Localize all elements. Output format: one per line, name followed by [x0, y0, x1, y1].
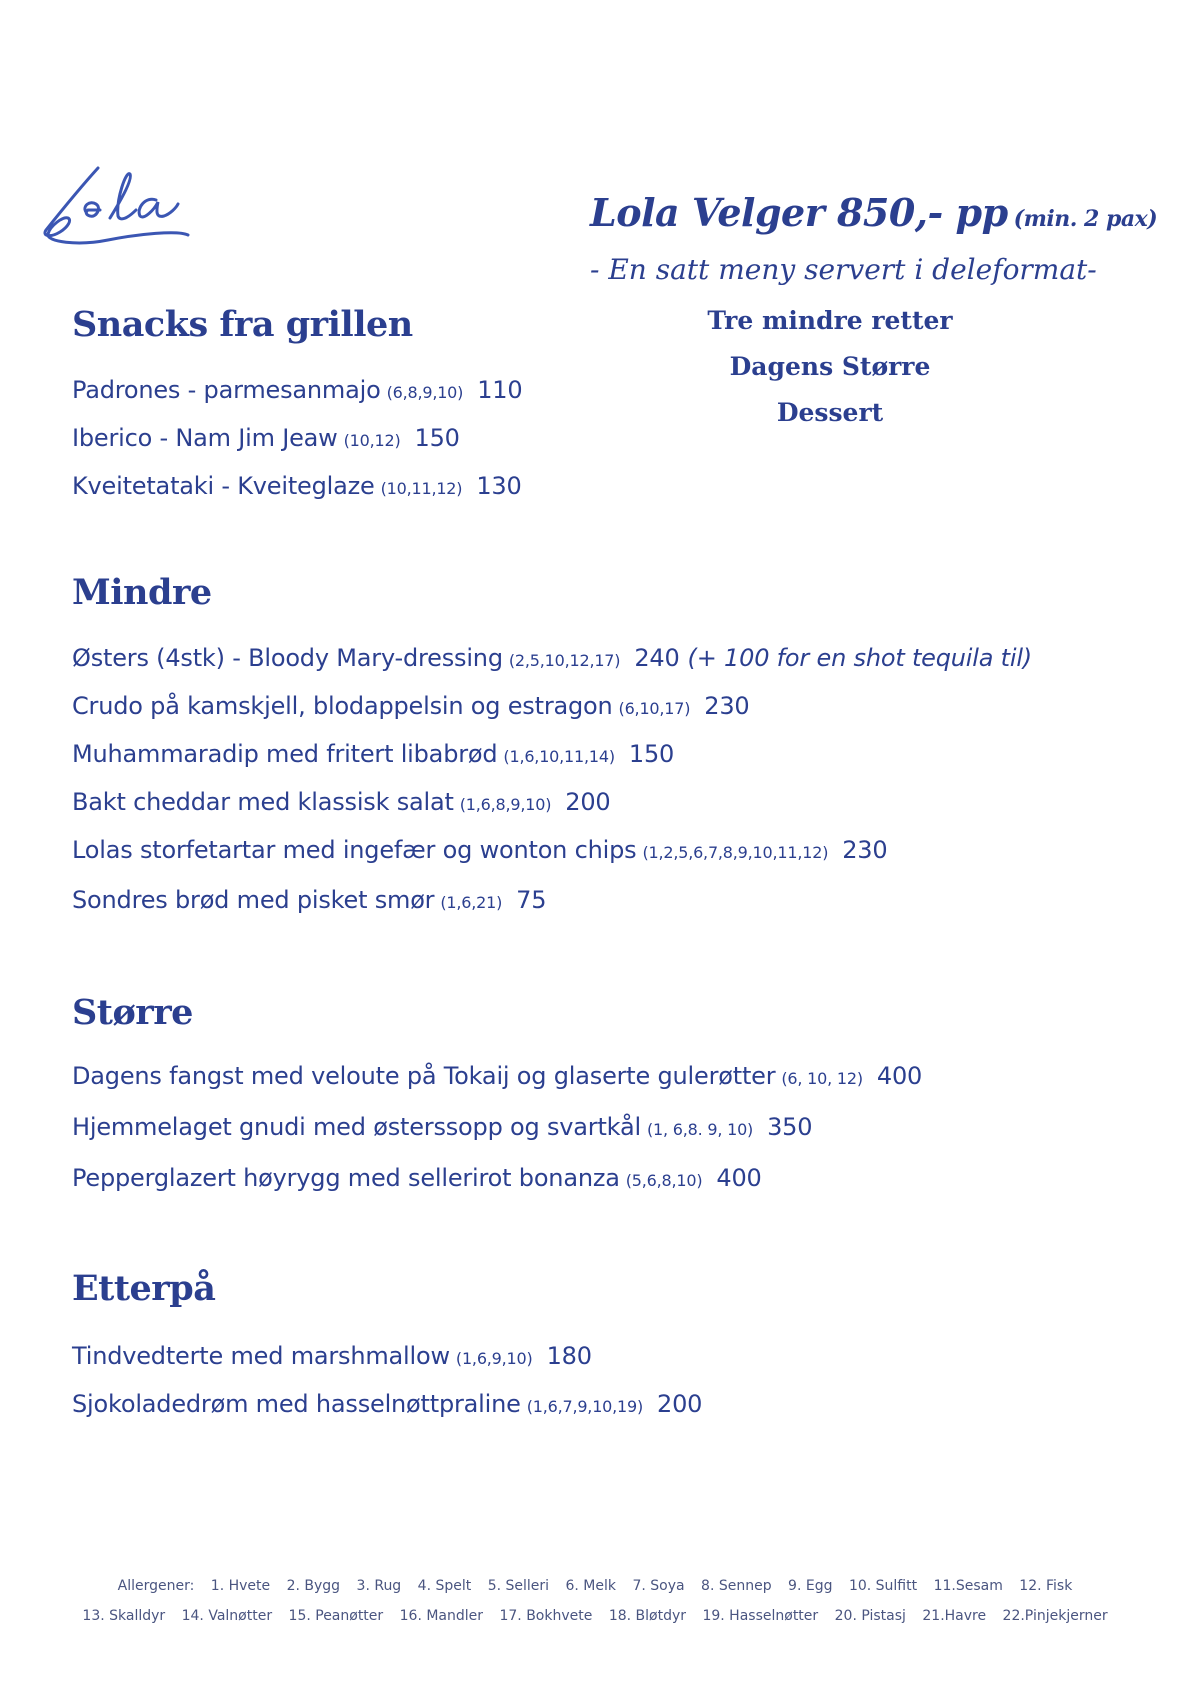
allergen-entry: 13. Skalldyr — [82, 1608, 166, 1624]
item-price: 400 — [716, 1164, 762, 1192]
item-allergens: (2,5,10,12,17) — [508, 651, 621, 670]
allergen-entry: 7. Soya — [632, 1578, 685, 1594]
allergen-entry: 20. Pistasj — [834, 1608, 906, 1624]
allergen-legend-label: Allergener: — [117, 1578, 195, 1594]
item-allergens: (10,11,12) — [380, 479, 463, 498]
allergen-legend-row-2 — [0, 1608, 1190, 1624]
item-price: 200 — [657, 1390, 703, 1418]
item-price: 400 — [876, 1062, 923, 1090]
allergen-entry: 12. Fisk — [1019, 1578, 1073, 1594]
menu-item — [72, 788, 610, 816]
item-name: Dagens fangst med veloute på Tokaij og glaserte gulerøtter — [72, 1062, 776, 1090]
item-allergens: (6, 10, 12) — [781, 1069, 863, 1088]
item-allergens: (6,10,17) — [618, 699, 691, 718]
allergen-entry: 15. Peanøtter — [288, 1608, 384, 1624]
allergen-entry: 19. Hasselnøtter — [702, 1608, 819, 1624]
special-line-1: Tre mindre retter — [707, 306, 953, 335]
item-price: 230 — [704, 692, 750, 720]
item-allergens: (1,6,21) — [440, 893, 503, 912]
allergen-entry: 17. Bokhvete — [499, 1608, 593, 1624]
menu-item — [72, 1062, 922, 1090]
special-subtitle: - En satt meny servert i deleformat- — [590, 253, 1097, 286]
allergen-entry: 16. Mandler — [399, 1608, 484, 1624]
item-price: 150 — [414, 424, 460, 452]
menu-item — [72, 836, 887, 864]
item-name: Sondres brød med pisket smør — [72, 886, 435, 914]
allergen-entry: 22.Pinjekjerner — [1002, 1608, 1108, 1624]
item-price: 150 — [628, 740, 675, 768]
item-price: 75 — [516, 886, 547, 914]
item-name: Tindvedterte med marshmallow — [72, 1342, 450, 1370]
item-allergens: (1,6,10,11,14) — [503, 747, 615, 766]
menu-item — [72, 1164, 762, 1192]
allergen-entry: 1. Hvete — [210, 1578, 271, 1594]
item-name: Iberico - Nam Jim Jeaw — [72, 424, 338, 452]
item-price: 110 — [477, 376, 523, 404]
item-name: Østers (4stk) - Bloody Mary-dressing — [72, 644, 503, 672]
item-allergens: (1,2,5,6,7,8,9,10,11,12) — [642, 843, 829, 862]
allergen-entry: 6. Melk — [565, 1578, 616, 1594]
menu-item — [72, 692, 750, 720]
allergen-entry: 8. Sennep — [701, 1578, 772, 1594]
item-note: (+ 100 for en shot tequila til) — [687, 644, 1032, 672]
menu-item — [72, 644, 1032, 672]
menu-item — [72, 472, 522, 500]
item-name: Bakt cheddar med klassisk salat — [72, 788, 454, 816]
item-name: Padrones - parmesanmajo — [72, 376, 381, 404]
section-title-mindre: Mindre — [72, 572, 212, 613]
item-allergens: (10,12) — [343, 431, 401, 450]
item-name: Kveitetataki - Kveiteglaze — [72, 472, 375, 500]
item-price: 230 — [842, 836, 888, 864]
menu-item — [72, 1342, 592, 1370]
allergen-entry: 3. Rug — [356, 1578, 402, 1594]
item-name: Muhammaradip med fritert libabrød — [72, 740, 498, 768]
allergen-entry: 4. Spelt — [417, 1578, 472, 1594]
allergen-entry: 14. Valnøtter — [181, 1608, 273, 1624]
lola-logo — [38, 160, 218, 255]
item-allergens: (5,6,8,10) — [625, 1171, 703, 1190]
menu-item — [72, 1113, 812, 1141]
menu-item — [72, 1390, 702, 1418]
allergen-entry: 10. Sulfitt — [848, 1578, 918, 1594]
allergen-entry: 2. Bygg — [286, 1578, 341, 1594]
special-line-2: Dagens Større — [729, 352, 931, 381]
item-name: Sjokoladedrøm med hasselnøttpraline — [72, 1390, 521, 1418]
special-min-pax: (min. 2 pax) — [1013, 206, 1158, 232]
item-allergens: (1,6,7,9,10,19) — [526, 1397, 644, 1416]
item-name: Hjemmelaget gnudi med østerssopp og svartkål — [72, 1113, 641, 1141]
item-allergens: (1,6,8,9,10) — [459, 795, 552, 814]
special-menu-title — [590, 190, 1158, 235]
item-price: 350 — [767, 1113, 813, 1141]
section-title-storre: Større — [72, 992, 193, 1033]
item-name: Lolas storfetartar med ingefær og wonton chips — [72, 836, 637, 864]
allergen-entry: 9. Egg — [788, 1578, 833, 1594]
item-price: 240 — [634, 644, 680, 672]
menu-item — [72, 376, 522, 404]
item-price: 130 — [476, 472, 522, 500]
special-title: Lola Velger 850,- pp — [590, 190, 1008, 235]
allergen-entry: 21.Havre — [922, 1608, 987, 1624]
item-name: Pepperglazert høyrygg med sellerirot bonanza — [72, 1164, 620, 1192]
special-line-3: Dessert — [776, 398, 884, 427]
section-title-snacks: Snacks fra grillen — [72, 304, 413, 345]
menu-item — [72, 886, 546, 914]
menu-item — [72, 740, 674, 768]
menu-item — [72, 424, 460, 452]
section-title-etterpa: Etterpå — [72, 1268, 216, 1309]
item-name: Crudo på kamskjell, blodappelsin og estragon — [72, 692, 613, 720]
allergen-entry: 5. Selleri — [487, 1578, 550, 1594]
allergen-entry: 11.Sesam — [933, 1578, 1003, 1594]
item-allergens: (6,8,9,10) — [386, 383, 464, 402]
item-price: 180 — [546, 1342, 592, 1370]
allergen-legend-row-1 — [0, 1578, 1190, 1594]
item-allergens: (1,6,9,10) — [455, 1349, 533, 1368]
item-price: 200 — [565, 788, 611, 816]
lola-logo-script — [38, 160, 218, 255]
item-allergens: (1, 6,8. 9, 10) — [646, 1120, 754, 1139]
allergen-entry: 18. Bløtdyr — [608, 1608, 687, 1624]
